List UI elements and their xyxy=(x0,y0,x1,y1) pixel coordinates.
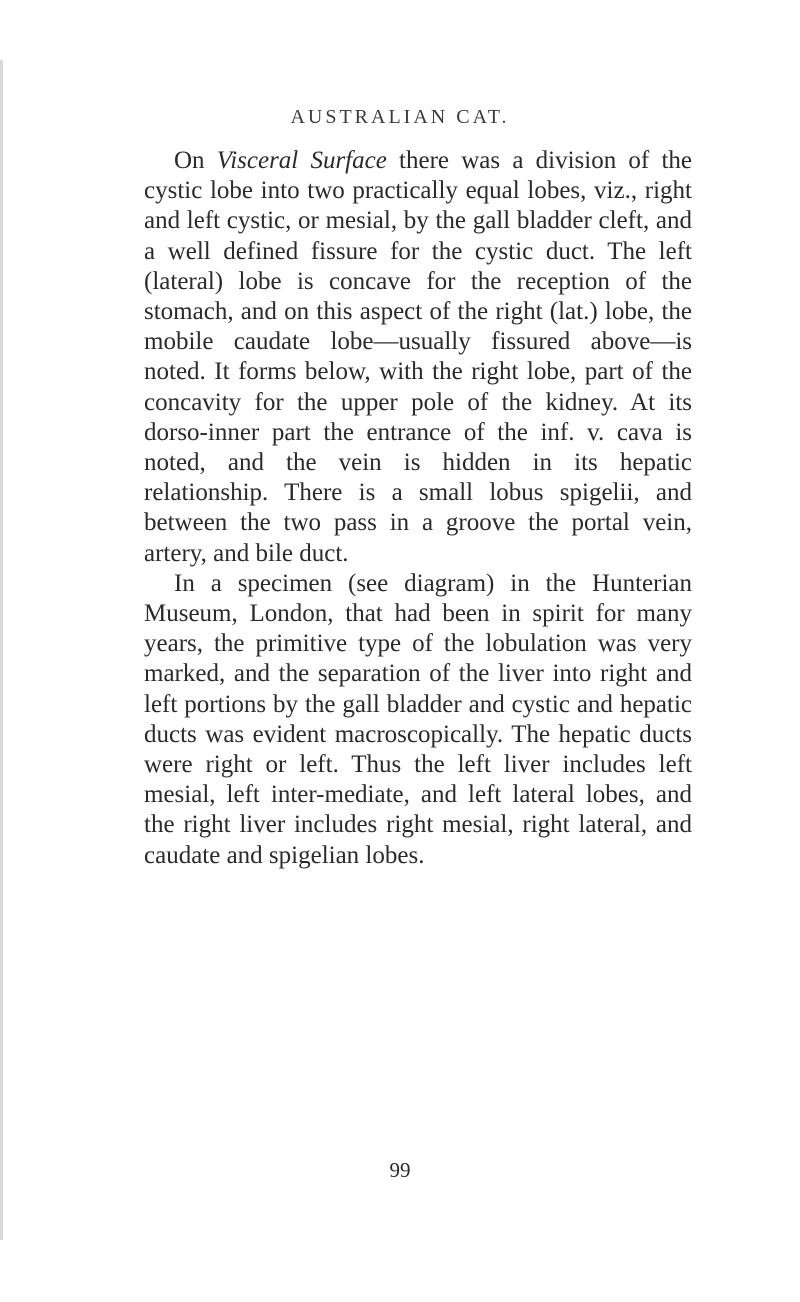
paragraph-1: On Visceral Surface there was a division of the cystic lobe into two practically equal lobes, viz., right and left cystic, or mesial, by the gall bladder cleft, and a well defined fissure for the cystic duct. The left (lateral) lobe is concave for the reception of the stomach, and on this aspect of the right (lat.) lobe, the mobile caudate lobe—usually fissured above—is noted. It forms below, with the right lobe, part of the concavity for the upper pole of the kidney. At its dorso-inner part the entrance of the inf. v. cava is noted, and the vein is hidden in its hepatic relationship. There is a small lobus spigelii, and between the two pass in a groove the portal vein, artery, and bile duct. xyxy=(144,147,693,567)
running-head: AUSTRALIAN CAT. xyxy=(290,106,510,128)
paragraph-1-text: there was a division of the cystic lobe into two practically equal lobes, viz., right and left cystic, or mesial, by the gall bladder cleft, and a well defined fissure for the cystic duct. The left (lateral) lobe is concave for the reception of the stomach, and on this aspect of the right (lat.) lobe, the mobile caudate lobe—usually fissured above—is noted. It forms below, with the right lobe, part of the concavity for the upper pole of the kidney. At its dorso-inner part the entrance of the inf. v. cava is noted, and the vein is hidden in its hepatic relationship. There is a small lobus spigelii, and between the two pass in a groove the portal vein, artery, and bile duct. xyxy=(144,147,693,567)
italic-heading: Visceral Surface xyxy=(216,147,387,174)
body-text xyxy=(144,146,692,871)
page-edge-shadow xyxy=(0,60,3,1240)
page-number: 99 xyxy=(389,1158,411,1182)
paragraph-2-text: In a specimen (see diagram) in the Hunterian Museum, London, that had been in spirit for many years, the primitive type of the lobulation was very marked, and the separation of the liver into right and left portions by the gall bladder and cystic and hepatic ducts was evident macroscopically. The hepatic ducts were right or left. Thus the left liver includes left mesial, left inter-mediate, and left lateral lobes, and the right liver includes right mesial, right lateral, and caudate and spigelian lobes. xyxy=(144,569,692,869)
paragraph-2 xyxy=(144,569,692,871)
